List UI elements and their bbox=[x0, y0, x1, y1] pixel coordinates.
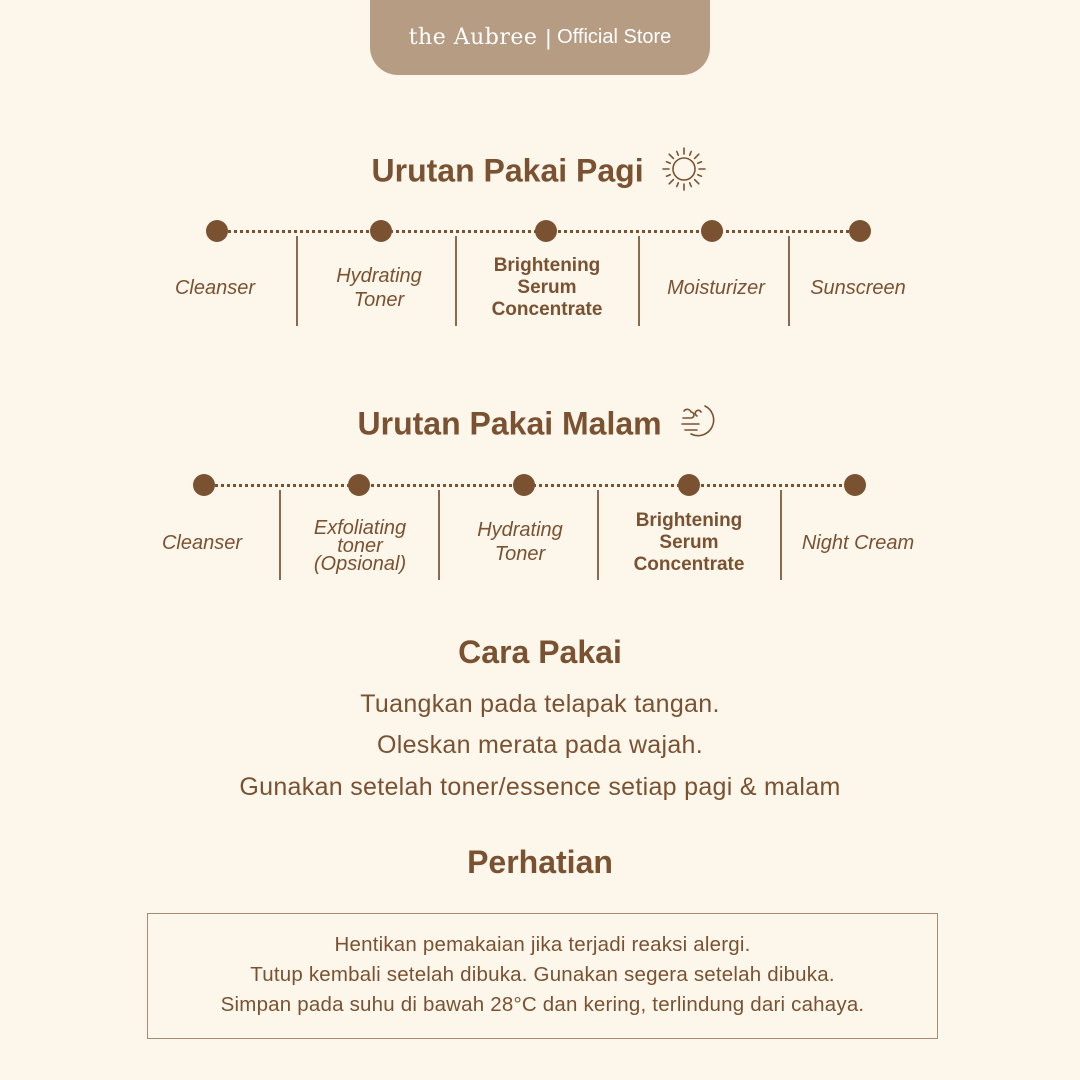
morning-step-toner: Hydrating Toner bbox=[336, 264, 422, 311]
timeline-dot bbox=[535, 220, 557, 242]
store-label: Official Store bbox=[557, 26, 672, 48]
caution-line: Simpan pada suhu di bawah 28°C dan kering, terlindung dari cahaya. bbox=[220, 993, 865, 1016]
morning-title-text: Urutan Pakai Pagi bbox=[371, 152, 644, 189]
caution-title: Perhatian bbox=[467, 844, 613, 880]
morning-step-cleanser: Cleanser bbox=[174, 276, 256, 299]
usage-title: Cara Pakai bbox=[458, 634, 622, 670]
moon-cloud-icon bbox=[679, 400, 723, 452]
step-divider bbox=[438, 490, 440, 580]
usage-line: Tuangkan pada telapak tangan. bbox=[360, 690, 720, 718]
timeline-dot bbox=[844, 474, 866, 496]
brand-name: the Aubree bbox=[408, 25, 538, 50]
caution-box bbox=[147, 913, 938, 1039]
night-step-toner: Hydrating Toner bbox=[477, 519, 563, 565]
step-divider bbox=[279, 490, 281, 580]
timeline-dot bbox=[370, 220, 392, 242]
morning-step-moisturizer: Moisturizer bbox=[667, 276, 765, 299]
morning-routine-title bbox=[0, 145, 1080, 201]
morning-step-sunscreen: Sunscreen bbox=[810, 276, 906, 299]
step-divider bbox=[780, 490, 782, 580]
timeline-line bbox=[204, 484, 854, 487]
timeline-dot bbox=[849, 220, 871, 242]
timeline-dot bbox=[701, 220, 723, 242]
night-step-exfoliating: Exfoliating toner (Opsional) bbox=[313, 516, 407, 575]
night-step-cleanser: Cleanser bbox=[161, 531, 243, 554]
timeline-dot bbox=[193, 474, 215, 496]
night-title-text: Urutan Pakai Malam bbox=[357, 405, 662, 442]
caution-line: Hentikan pemakaian jika terjadi reaksi alergi. bbox=[334, 933, 751, 956]
step-divider bbox=[296, 236, 298, 326]
morning-step-serum: Brightening Serum Concentrate bbox=[491, 255, 603, 320]
timeline-line bbox=[217, 230, 860, 233]
timeline-dot bbox=[206, 220, 228, 242]
sun-icon bbox=[660, 145, 708, 201]
timeline-dot bbox=[513, 474, 535, 496]
usage-line: Oleskan merata pada wajah. bbox=[376, 731, 704, 759]
header-separator: | bbox=[545, 24, 552, 50]
store-header bbox=[370, 0, 710, 75]
usage-line: Gunakan setelah toner/essence setiap pagi & malam bbox=[239, 773, 841, 801]
caution-line: Tutup kembali setelah dibuka. Gunakan segera setelah dibuka. bbox=[250, 963, 835, 986]
timeline-dot bbox=[348, 474, 370, 496]
night-step-serum: Brightening Serum Concentrate bbox=[633, 510, 745, 575]
night-step-night-cream: Night Cream bbox=[801, 531, 915, 554]
night-routine-title bbox=[0, 400, 1080, 452]
timeline-dot bbox=[678, 474, 700, 496]
